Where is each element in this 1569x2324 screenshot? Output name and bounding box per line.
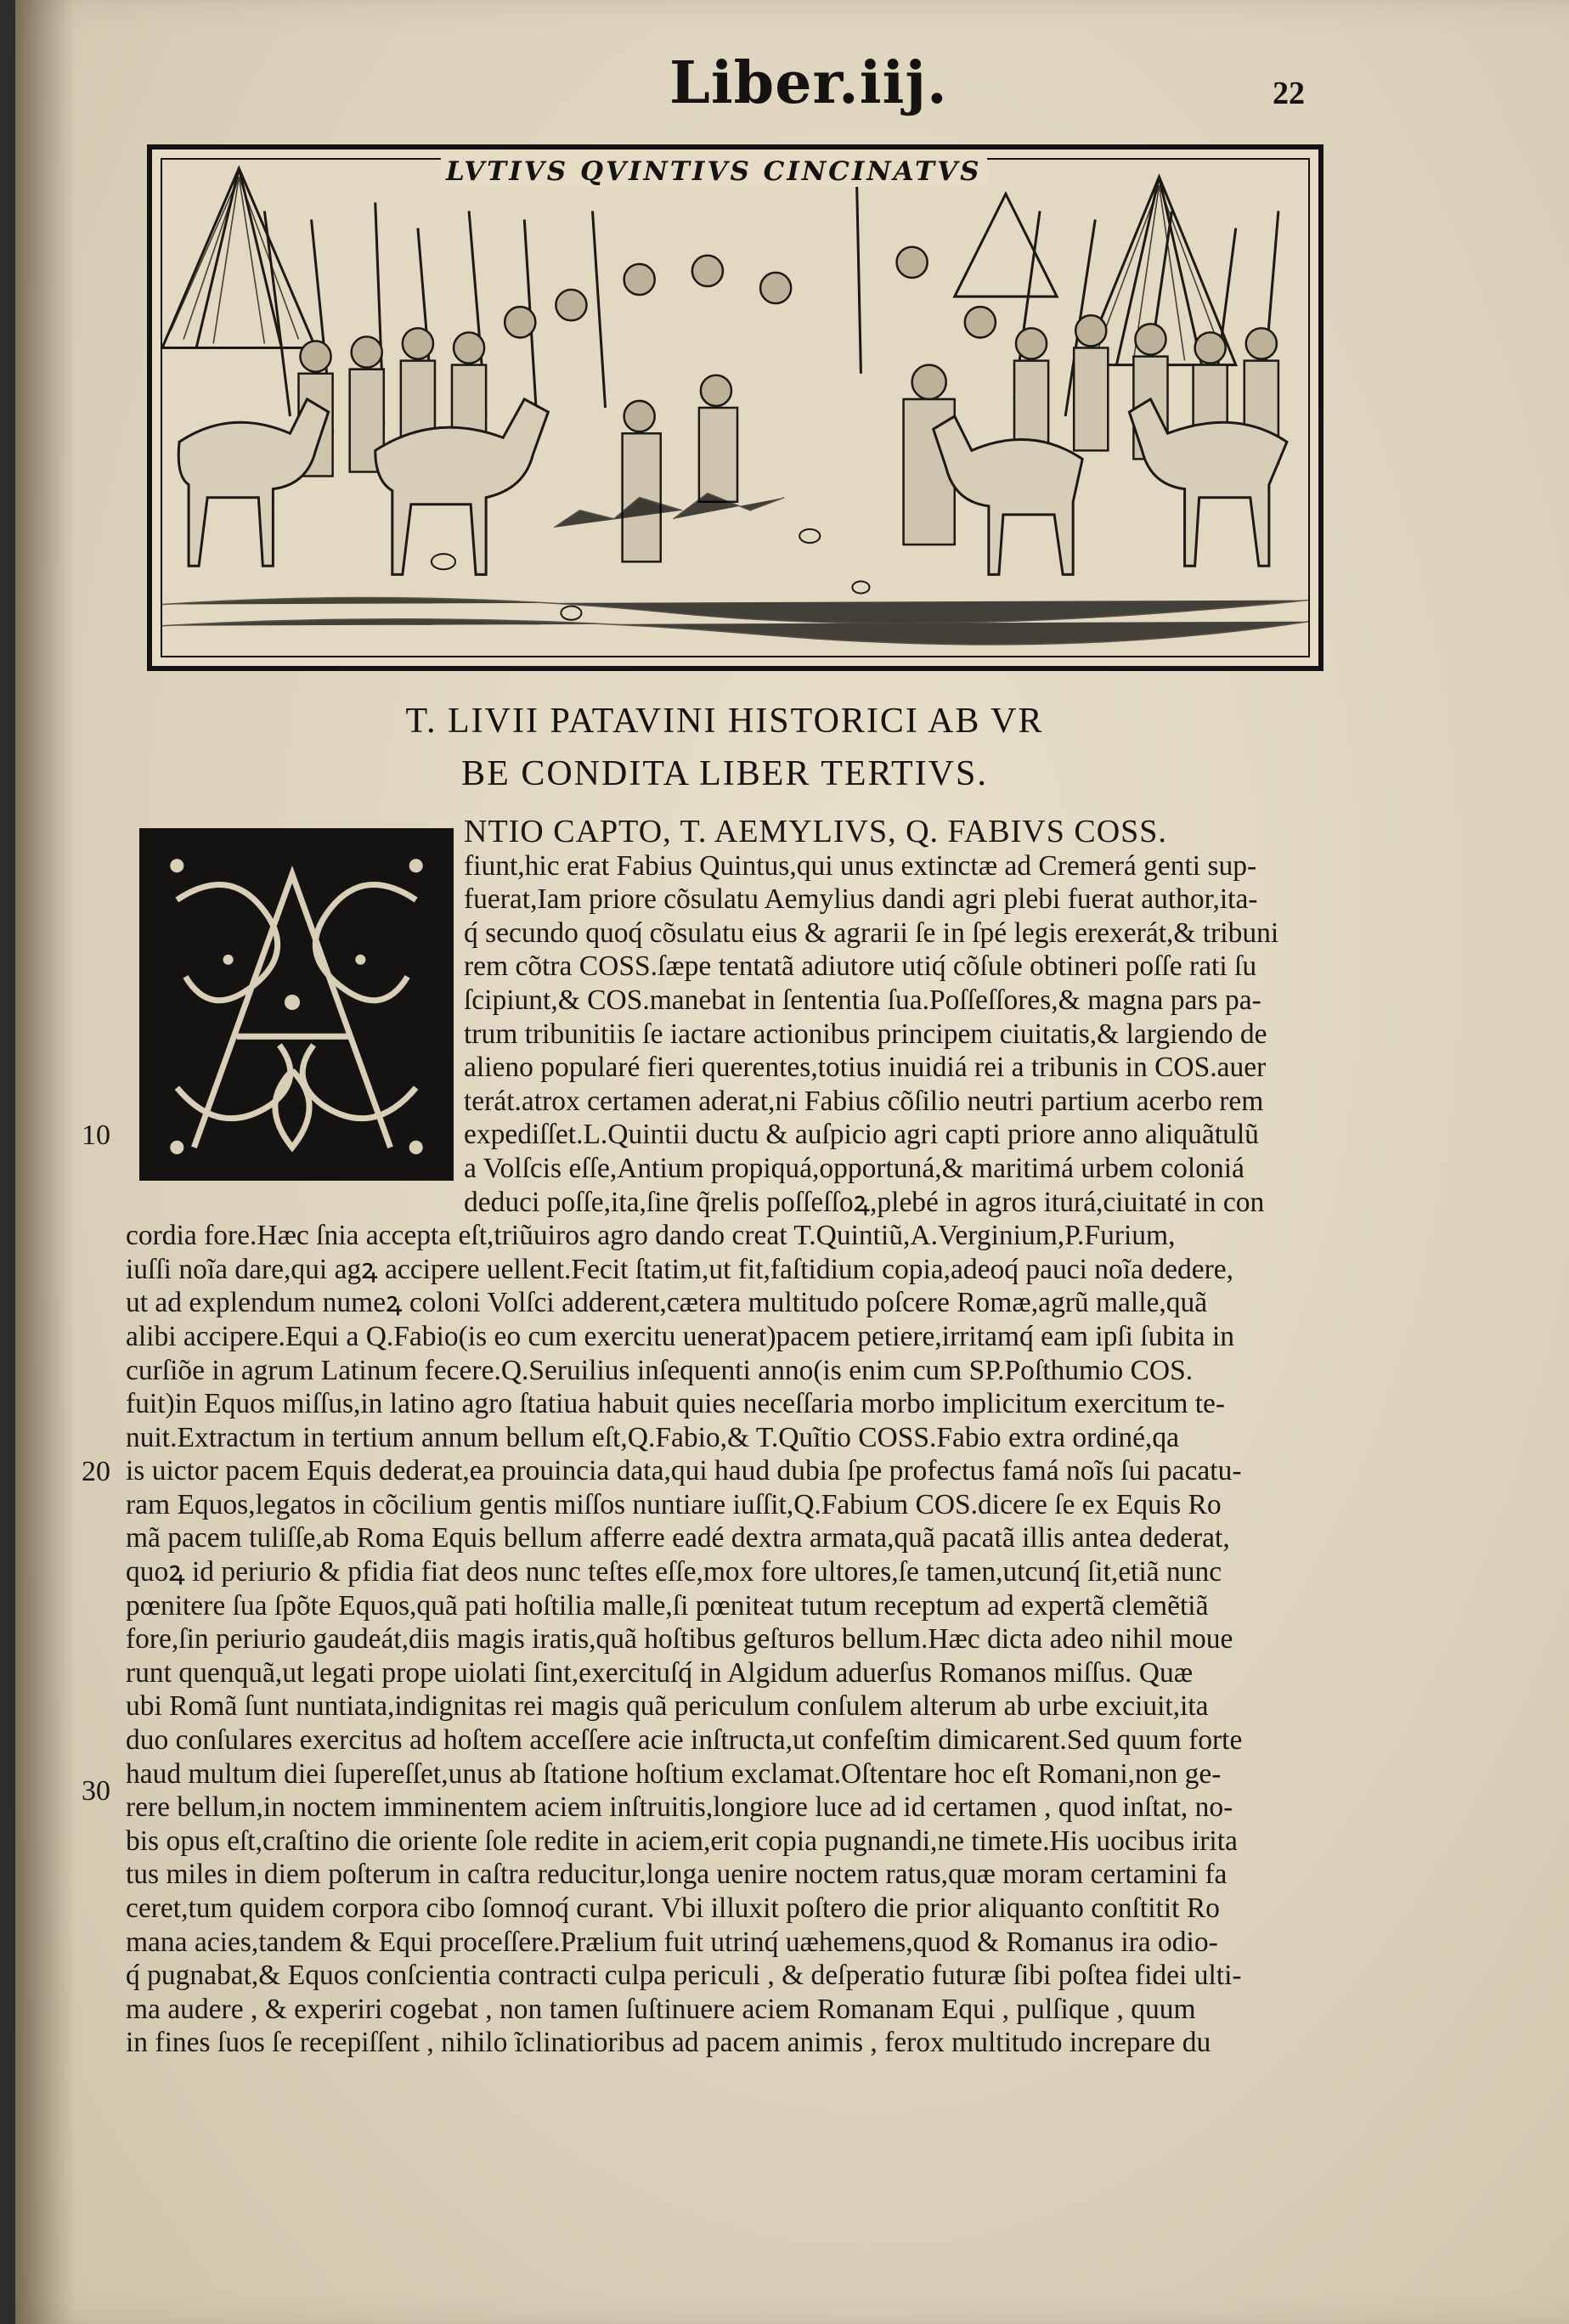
folio-number: 22 xyxy=(1273,76,1305,111)
text-line: nuit.Extractum in tertium annum bellum eſt,Q.Fabio,& T.Quĩtio COSS.Fabio extra ordiné,qa xyxy=(126,1421,1179,1453)
text-line: ceret,tum quidem corpora cibo ſomnoq́ curant. Vbi illuxit poſtero die prior aliquanto conſtitit Ro xyxy=(126,1892,1220,1924)
text-line: q́ secundo quoq́ cõsulatu eius & agrarii ſe in ſpé legis erexerát,& tribuni xyxy=(464,917,1279,949)
text-line: pœnitere ſua ſpõte Equos,quã pati hoſtilia malle,ſi pœniteat tutum receptum ad expertã clemẽtiã xyxy=(126,1589,1209,1622)
text-line: iuſſi noĩa dare,qui agꝝ accipere uellent.Fecit ſtatim,ut fit,faſtidium copia,adeoq́ pauci noĩa dedere, xyxy=(126,1253,1233,1285)
text-line: runt quenquã,ut legati prope uiolati ſint,exercituſq́ in Algidum aduerſus Romanos miſſus. Quæ xyxy=(126,1656,1194,1689)
text-line: a Volſcis eſſe,Antium propiquá,opportuná,& maritimá urbem coloniá xyxy=(464,1152,1244,1184)
text-line: q́ pugnabat,& Equos conſcientia contracti culpa periculi , & deſperatio futuræ ſibi poſtea fidei ulti- xyxy=(126,1960,1242,1992)
text-line: mana acies,tandem & Equi proceſſere.Prælium fuit utrinq́ uæhemens,quod & Romanus ira odio- xyxy=(126,1926,1218,1958)
text-line: rere bellum,in noctem imminentem aciem inſtruitis,longiore luce ad id certamen , quod inſtat, no- xyxy=(126,1791,1233,1824)
text-line: terát.atrox certamen aderat,ni Fabius cõſilio neutri partium acerbo rem xyxy=(464,1085,1264,1117)
text-line: NTIO CAPTO, T. AEMYLIVS, Q. FABIVS COSS. xyxy=(464,815,1167,849)
text-line: expediſſet.L.Quintii ductu & auſpicio agri capti priore anno aliquãtulũ xyxy=(464,1119,1259,1151)
text-line: is uictor pacem Equis dederat,ea prouincia data,qui haud dubia ſpe profectus famá noĩs ſui pacatu- xyxy=(126,1455,1242,1487)
text-line: ram Equos,legatos in cõcilium gentis miſſos nuntiare iuſſit,Q.Fabium COS.dicere ſe ex Equis Ro xyxy=(126,1488,1222,1520)
text-line: alibi accipere.Equi a Q.Fabio(is eo cum exercitu uenerat)pacem petiere,irritamq́ eam ipſi ſubita in xyxy=(126,1320,1235,1352)
text-line: quoꝝ id periurio & pfidia fiat deos nunc teſtes eſſe,mox fore ultores,ſe tamen,utcunq́ ſit,etiã nunc xyxy=(126,1556,1222,1588)
text-line: ſcipiunt,& COS.manebat in ſententia ſua.Poſſeſſores,& magna pars pa- xyxy=(464,984,1261,1016)
text-line: fuerat,Iam priore cõsulatu Aemylius dandi agri plebi fuerat author,ita- xyxy=(464,883,1258,916)
margin-line-number: 30 xyxy=(82,1775,110,1807)
text-line: ut ad explendum numeꝝ coloni Volſci adderent,cætera multitudo poſcere Romæ,agrũ malle,quã xyxy=(126,1287,1208,1319)
margin-line-number: 10 xyxy=(82,1120,110,1151)
text-line: ubi Romã ſunt nuntiata,indignitas rei magis quã periculum conſulem alterum ab urbe exciuit,ita xyxy=(126,1690,1209,1723)
book-title xyxy=(253,695,1196,800)
text-line: tus miles in diem poſterum in caſtra reducitur,longa uenire noctem ratus,quæ moram certamini fa xyxy=(126,1859,1228,1891)
margin-line-number: 20 xyxy=(82,1456,110,1487)
title-line: BE CONDITA LIBER TERTIVS. xyxy=(461,754,988,793)
text-line: haud multum diei ſupereſſet,unus ab ſtatione hoſtium exclamat.Oſtentare hoc eſt Romani,non ge- xyxy=(126,1757,1222,1790)
text-line: fuit)in Equos miſſus,in latino agro ſtatiua habuit quies neceſſaria morbo implicitum exercitum te- xyxy=(126,1388,1226,1420)
text-line: fore,ſin periurio gaudeát,diis magis iratis,quã hoſtibus geſturos bellum.Hæc dicta adeo nihil moue xyxy=(126,1623,1233,1656)
running-head: Liber.iij. xyxy=(669,49,948,117)
text-line: bis opus eſt,craſtino die oriente ſole redite in aciem,erit copia pugnandi,ne timete.His uocibus irita xyxy=(126,1825,1238,1857)
text-line: curſiõe in agrum Latinum fecere.Q.Seruilius inſequenti anno(is enim cum SP.Poſthumio COS. xyxy=(126,1354,1194,1386)
text-line: duo conſulares exercitus ad hoſtem acceſſere acie inſtructa,ut confeſtim dimicarent.Sed quum forte xyxy=(126,1724,1243,1757)
book-page xyxy=(15,0,1569,2324)
woodcut-scene-image xyxy=(162,160,1308,656)
text-line: mã pacem tuliſſe,ab Roma Equis bellum afferre eadé dextra armata,quã pacatã illis antea dederat, xyxy=(126,1522,1230,1554)
text-line: alieno popularé fieri querentes,totius inuidiá rei a tribunis in COS.auer xyxy=(464,1052,1267,1084)
gutter-shadow xyxy=(15,0,75,2324)
text-line: cordia fore.Hæc ſnia accepta eſt,triũuiros agro dando creat T.Quintiũ,A.Verginium,P.Furium, xyxy=(126,1220,1176,1252)
text-line: trum tribunitiis ſe iactare actionibus principem ciuitatis,& largiendo de xyxy=(464,1018,1267,1050)
woodcut-caption: LVTIVS QVINTIVS CINCINATVS xyxy=(441,156,987,187)
text-line: in fines ſuos ſe recepiſſent , nihilo ĩclinatioribus ad pacem animis , ferox multitudo increpare du xyxy=(126,2027,1211,2059)
text-line: deduci poſſe,ita,ſine q̃relis poſſeſſoꝝ,plebé in agros iturá,ciuitaté in con xyxy=(464,1186,1265,1218)
woodcut-illustration xyxy=(147,144,1323,671)
woodcut-frame xyxy=(161,158,1310,657)
text-line: rem cõtra COSS.ſæpe tentatã adiutore utiq́ cõſule obtineri poſſe rati ſu xyxy=(464,950,1257,983)
title-line: T. LIVII PATAVINI HISTORICI AB VR xyxy=(405,702,1044,741)
text-line: ma audere , & experiri cogebat , non tamen ſuſtinuere aciem Romanam Equi , pulſique , quum xyxy=(126,1993,1196,2025)
body-text xyxy=(126,815,1323,2060)
text-line: fiunt,hic erat Fabius Quintus,qui unus extinctæ ad Cremerá genti sup- xyxy=(464,849,1257,882)
